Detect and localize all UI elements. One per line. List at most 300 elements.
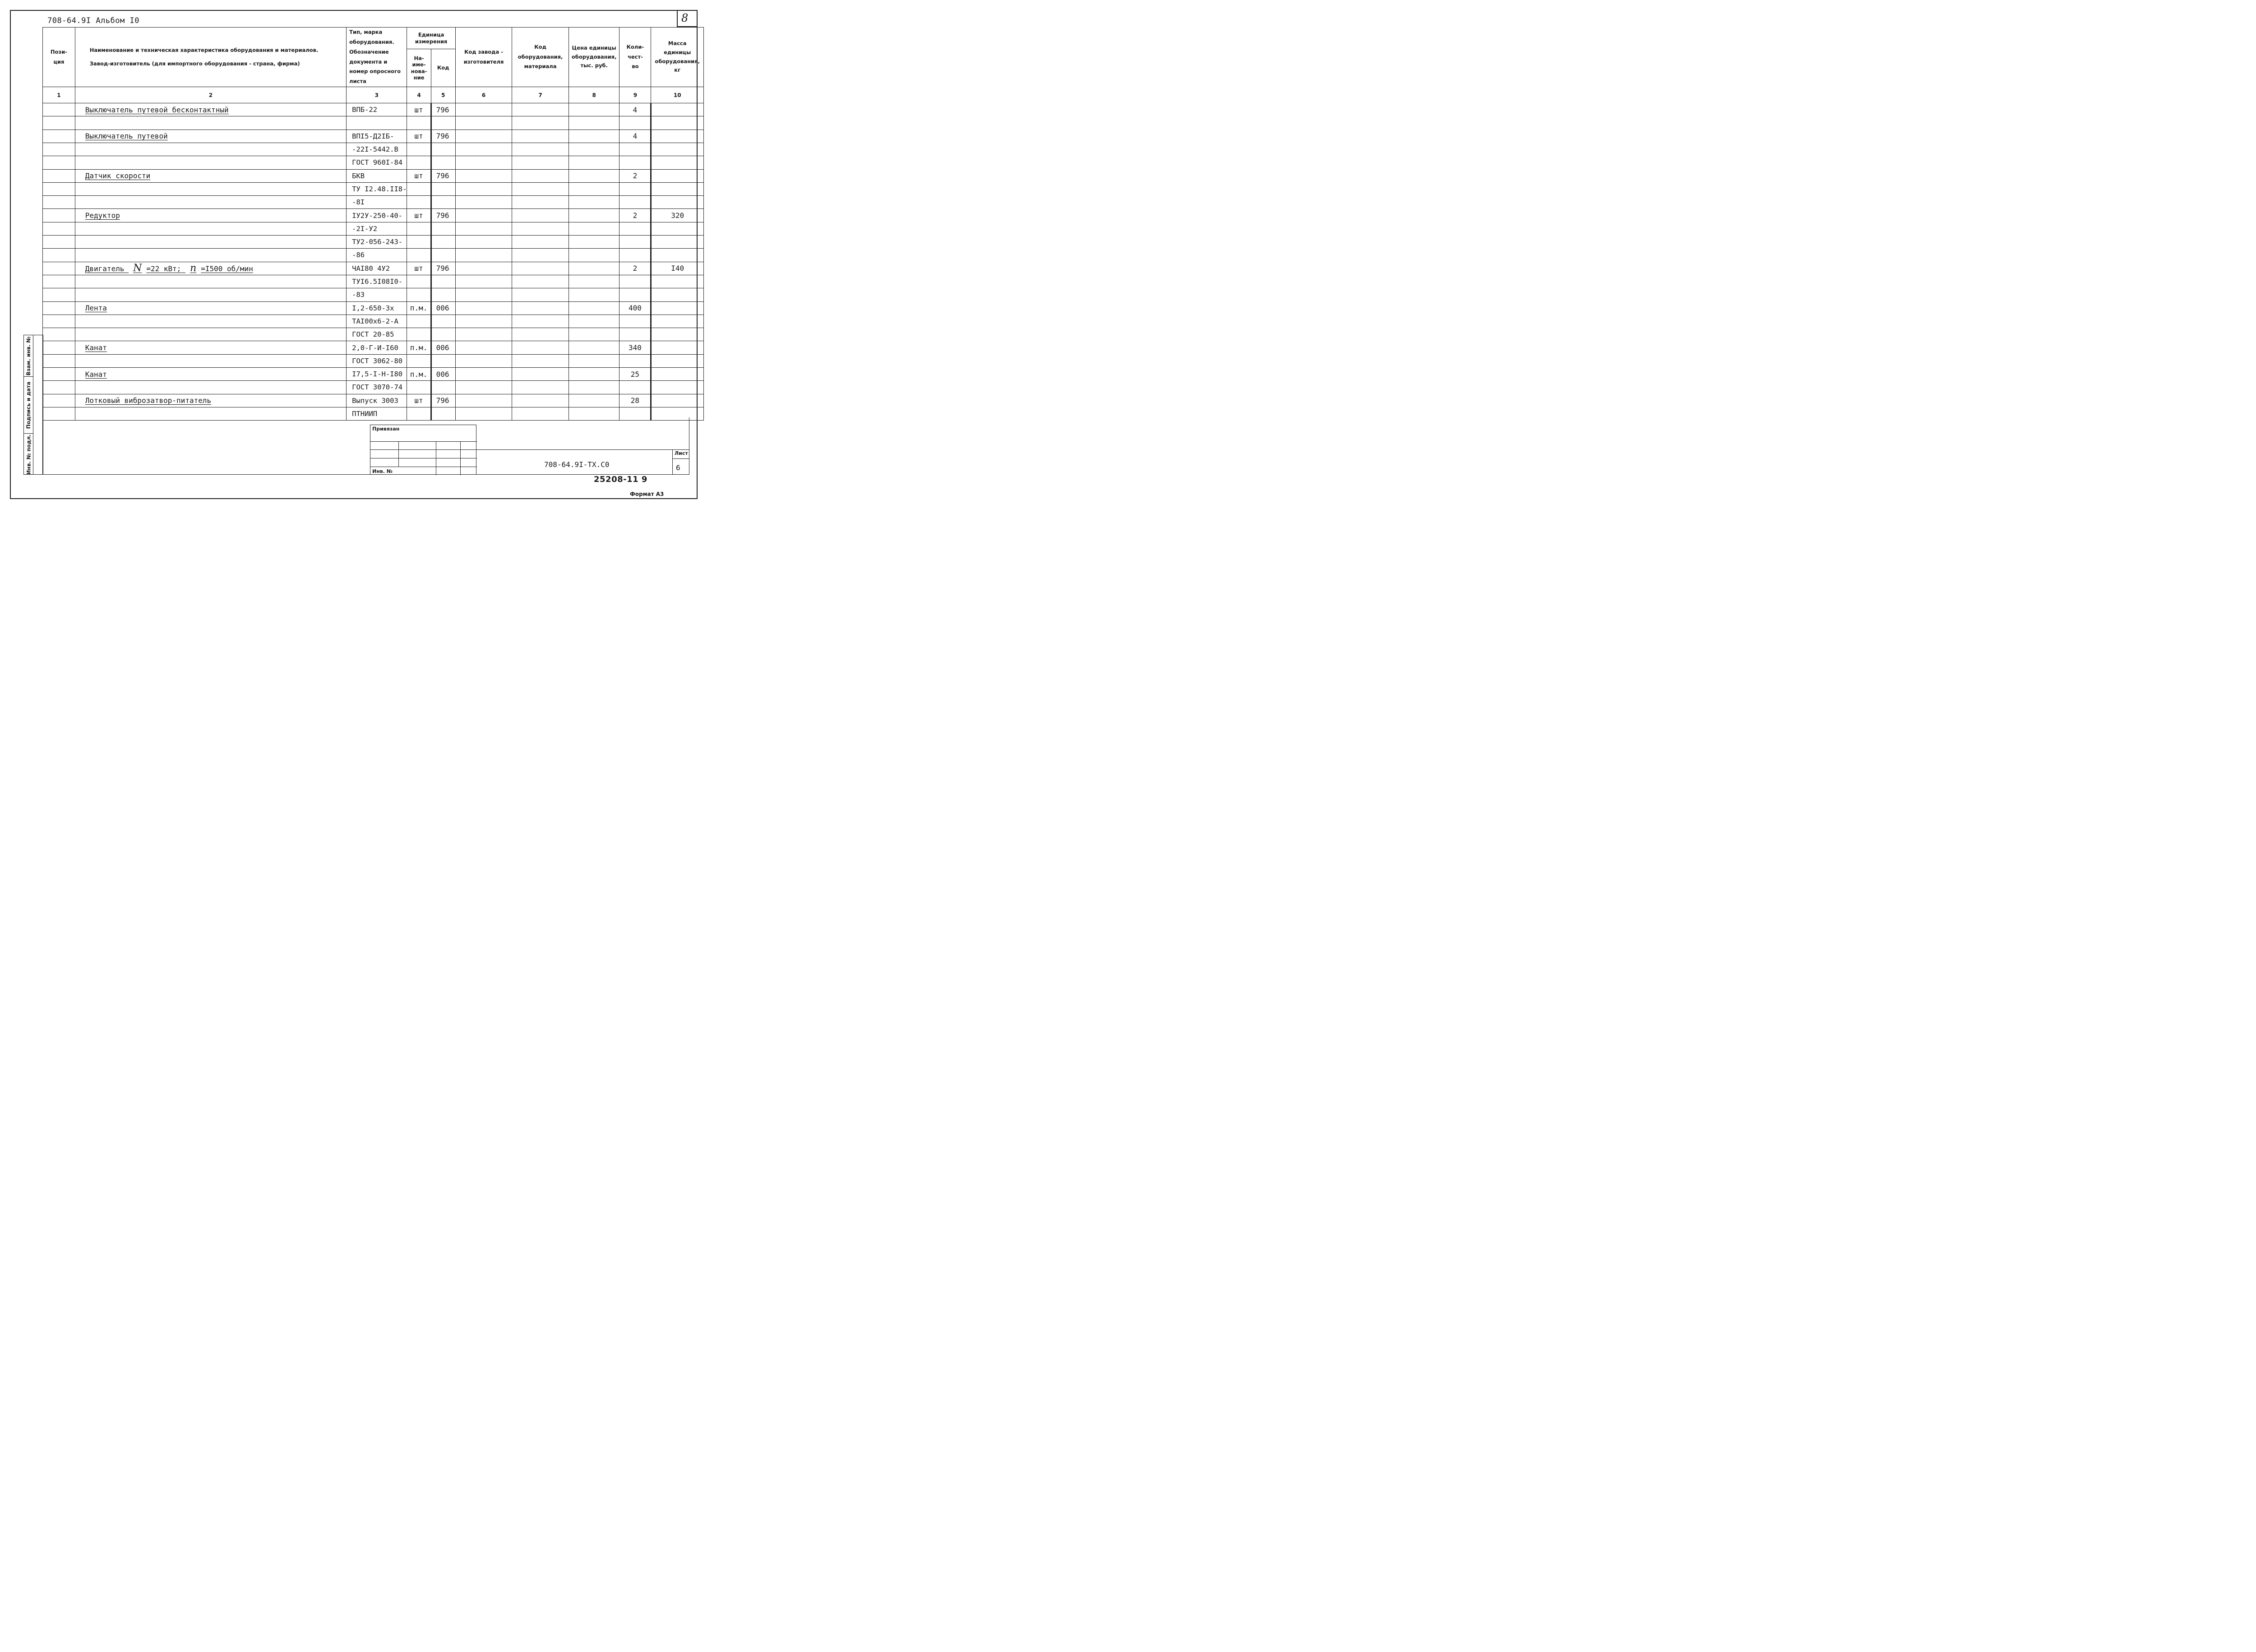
table-row [43,288,704,301]
cell-type: Выпуск 3003 [347,394,407,407]
cell-factory-code [455,196,512,209]
cell-mass [651,288,704,301]
cell-unit-name [407,288,431,301]
cell-price [569,275,619,288]
cell-equipment-code [512,288,569,301]
cell-equipment-code [512,182,569,195]
col-header-unit: Единица измерения [407,28,455,49]
cell-name [75,236,346,249]
cell-quantity [619,196,651,209]
cell-name: Выключатель путевой [75,130,346,143]
cell-unit-code: 796 [431,262,455,275]
cell-quantity [619,182,651,195]
cell-unit-name [407,236,431,249]
table-row [43,368,704,381]
cell-name [75,381,346,394]
cell-price [569,262,619,275]
cell-position [43,236,75,249]
cell-type: ГОСТ 20-85 [347,328,407,341]
cell-unit-code [431,354,455,367]
cell-type: I7,5-I-Н-I80 [347,368,407,381]
stamp-line [370,441,477,442]
cell-quantity [619,275,651,288]
cell-equipment-code [512,103,569,116]
col-header-equipment-code: Код оборудования, материала [512,28,569,87]
cell-quantity: 25 [619,368,651,381]
cell-position [43,381,75,394]
cell-price [569,169,619,182]
cell-price [569,196,619,209]
cell-quantity: 400 [619,301,651,315]
cell-type: I,2-650-3х [347,301,407,315]
cell-factory-code [455,182,512,195]
cell-equipment-code [512,209,569,222]
col-header-price: Цена единицы оборудования, тыс. руб. [569,28,619,87]
cell-name: Датчик скорости [75,169,346,182]
table-row [43,182,704,195]
cell-price [569,288,619,301]
cell-price [569,249,619,262]
table-row [43,196,704,209]
cell-equipment-code [512,169,569,182]
cell-mass [651,236,704,249]
table-row [43,116,704,130]
cell-unit-code [431,328,455,341]
sheet-label: Лист [675,450,688,456]
cell-equipment-code [512,262,569,275]
cell-quantity: 340 [619,341,651,354]
cell-equipment-code [512,116,569,130]
cell-unit-name: шт [407,169,431,182]
cell-mass [651,249,704,262]
cell-unit-name: п.м. [407,301,431,315]
sidebar-inv-label: Инв. № подл. [25,434,32,475]
cell-mass [651,301,704,315]
cell-factory-code [455,354,512,367]
table-row [43,249,704,262]
cell-quantity [619,288,651,301]
document-code: 708-64.9I-ТХ.С0 [544,460,610,469]
cell-type: -86 [347,249,407,262]
cell-name [75,288,346,301]
table-row [43,262,704,275]
cell-quantity [619,156,651,169]
cell-unit-code: 006 [431,301,455,315]
cell-mass [651,103,704,116]
cell-equipment-code [512,368,569,381]
cell-price [569,156,619,169]
cell-unit-code: 796 [431,130,455,143]
cell-unit-code: 796 [431,103,455,116]
column-number: 9 [619,87,651,103]
table-row [43,236,704,249]
cell-quantity [619,328,651,341]
cell-unit-code [431,249,455,262]
cell-position [43,341,75,354]
cell-factory-code [455,156,512,169]
cell-mass [651,354,704,367]
cell-unit-name [407,116,431,130]
cell-position [43,130,75,143]
table-row [43,394,704,407]
cell-quantity: 4 [619,103,651,116]
cell-equipment-code [512,236,569,249]
cell-position [43,301,75,315]
cell-type: ВПБ-22 [347,103,407,116]
cell-name: Редуктор [75,209,346,222]
cell-name [75,143,346,156]
speed-value: =I500 об/мин [201,264,253,273]
cell-unit-code: 796 [431,394,455,407]
col-header-name [75,28,346,87]
cell-type: ТУI6.5I08I0- [347,275,407,288]
cell-name [75,196,346,209]
cell-factory-code [455,394,512,407]
cell-quantity [619,236,651,249]
cell-unit-name: шт [407,262,431,275]
cell-mass [651,368,704,381]
column-number: 7 [512,87,569,103]
power-symbol: N [133,263,142,274]
cell-equipment-code [512,275,569,288]
sidebar-cell-vzam [24,335,33,377]
col-header-quantity: Коли- чест- во [619,28,651,87]
cell-mass [651,341,704,354]
cell-unit-name [407,315,431,328]
cell-price [569,368,619,381]
stamp-inv-no: Инв. № [372,468,393,474]
cell-name [75,116,346,130]
cell-unit-name [407,275,431,288]
cell-price [569,301,619,315]
cell-quantity [619,222,651,235]
table-row [43,381,704,394]
binding-stamp [370,425,476,475]
cell-type: ПТНИИП [347,407,407,420]
cell-equipment-code [512,143,569,156]
cell-name [75,156,346,169]
cell-mass [651,328,704,341]
cell-quantity: 28 [619,394,651,407]
cell-quantity [619,116,651,130]
cell-type: ЧАI80 4У2 [347,262,407,275]
cell-name: Лотковый виброзатвор-питатель [75,394,346,407]
col-header-position: Пози- ция [43,28,75,87]
sidebar-vzam-label: Взам. инв. № [25,336,32,375]
specification-table [42,27,704,421]
column-number: 8 [569,87,619,103]
col-header-type: Тип, марка оборудования. Обозначение документа и номер опросного листа [347,28,407,87]
cell-equipment-code [512,222,569,235]
cell-name [75,354,346,367]
cell-position [43,394,75,407]
cell-position [43,116,75,130]
cell-unit-name [407,354,431,367]
cell-type: IУ2У-250-40- [347,209,407,222]
cell-position [43,368,75,381]
cell-price [569,222,619,235]
cell-position [43,209,75,222]
cell-type: -2I-У2 [347,222,407,235]
cell-type: ТУ I2.48.II8- [347,182,407,195]
cell-price [569,130,619,143]
cell-mass: I40 [651,262,704,275]
cell-unit-name: шт [407,103,431,116]
table-row [43,130,704,143]
table-row [43,341,704,354]
cell-name [75,315,346,328]
sheet-number: 6 [676,463,680,472]
column-number: 2 [75,87,346,103]
cell-unit-code: 006 [431,368,455,381]
cell-price [569,381,619,394]
table-row [43,143,704,156]
cell-mass [651,116,704,130]
cell-equipment-code [512,130,569,143]
col-header-name-line2: Завод-изготовитель (для импортного оборудования - страна, фирма) [89,60,300,67]
cell-factory-code [455,236,512,249]
cell-unit-code [431,196,455,209]
cell-position [43,143,75,156]
column-number: 1 [43,87,75,103]
cell-unit-name [407,143,431,156]
cell-quantity: 2 [619,209,651,222]
cell-type: ВПI5-Д2IБ- [347,130,407,143]
page-number: 8 [681,12,689,24]
cell-quantity [619,143,651,156]
power-value: =22 кВт; [146,264,181,273]
col-header-name-line1: Наименование и техническая характеристика оборудования и материалов. [89,46,319,53]
cell-position [43,103,75,116]
cell-unit-code [431,288,455,301]
col-header-unit-code: Код [431,49,455,87]
column-number: 3 [347,87,407,103]
cell-quantity [619,381,651,394]
cell-unit-code: 796 [431,209,455,222]
stamp-privyazan: Привязан [372,426,400,432]
cell-unit-name: шт [407,394,431,407]
cell-unit-code [431,182,455,195]
cell-unit-code [431,222,455,235]
cell-factory-code [455,249,512,262]
cell-position [43,182,75,195]
col-header-unit-name: На- име- нова- ние [407,49,431,87]
cell-position [43,156,75,169]
cell-unit-name: п.м. [407,341,431,354]
motor-name: Двигатель [85,264,125,273]
cell-price [569,354,619,367]
cell-factory-code [455,301,512,315]
cell-equipment-code [512,196,569,209]
cell-price [569,182,619,195]
cell-type: ГОСТ 3070-74 [347,381,407,394]
cell-equipment-code [512,249,569,262]
cell-price [569,394,619,407]
cell-mass [651,315,704,328]
sidebar-cell-podpis [24,377,33,434]
cell-equipment-code [512,394,569,407]
sidebar-cell-inv [24,434,33,475]
cell-price [569,328,619,341]
cell-equipment-code [512,315,569,328]
table-row [43,209,704,222]
cell-factory-code [455,130,512,143]
cell-unit-code: 796 [431,169,455,182]
cell-factory-code [455,381,512,394]
cell-factory-code [455,341,512,354]
cell-factory-code [455,116,512,130]
cell-mass [651,143,704,156]
cell-name [75,182,346,195]
cell-quantity [619,315,651,328]
cell-equipment-code [512,301,569,315]
cell-unit-name: шт [407,209,431,222]
cell-equipment-code [512,156,569,169]
cell-equipment-code [512,354,569,367]
title-block-line [476,449,689,450]
cell-type: ТАI00х6-2-А [347,315,407,328]
cell-mass [651,381,704,394]
cell-position [43,328,75,341]
cell-unit-name: шт [407,130,431,143]
cell-type: БКВ [347,169,407,182]
cell-factory-code [455,209,512,222]
cell-unit-code [431,315,455,328]
cell-mass: 320 [651,209,704,222]
cell-equipment-code [512,341,569,354]
stamp-line [398,441,399,467]
cell-factory-code [455,315,512,328]
cell-factory-code [455,103,512,116]
cell-type: -8I [347,196,407,209]
column-number: 10 [651,87,704,103]
cell-price [569,341,619,354]
cell-unit-code [431,116,455,130]
cell-factory-code [455,222,512,235]
cell-position [43,196,75,209]
archive-number: 25208-11 9 [594,475,647,484]
cell-factory-code [455,328,512,341]
table-row [43,103,704,116]
cell-name [75,328,346,341]
cell-name: Канат [75,341,346,354]
cell-mass [651,394,704,407]
table-row [43,301,704,315]
cell-unit-code [431,381,455,394]
cell-price [569,236,619,249]
cell-name [75,249,346,262]
cell-type: ТУ2-056-243- [347,236,407,249]
cell-name: Выключатель путевой бесконтактный [75,103,346,116]
table-row [43,328,704,341]
table-row [43,354,704,367]
cell-unit-name [407,156,431,169]
cell-mass [651,196,704,209]
cell-position [43,249,75,262]
cell-quantity: 2 [619,262,651,275]
cell-type: -22I-5442.В [347,143,407,156]
cell-unit-code [431,236,455,249]
cell-price [569,143,619,156]
cell-type: 2,0-Г-И-I60 [347,341,407,354]
cell-unit-name [407,381,431,394]
cell-quantity: 2 [619,169,651,182]
cell-unit-name [407,328,431,341]
cell-factory-code [455,368,512,381]
stamp-line [460,441,461,475]
cell-price [569,103,619,116]
sidebar-stamp [23,335,43,475]
table-row [43,315,704,328]
cell-quantity [619,249,651,262]
cell-mass [651,169,704,182]
cell-position [43,288,75,301]
cell-type [347,116,407,130]
cell-price [569,116,619,130]
cell-unit-code [431,275,455,288]
cell-name: Канат [75,368,346,381]
cell-type: ГОСТ 3062-80 [347,354,407,367]
cell-factory-code [455,262,512,275]
cell-factory-code [455,169,512,182]
cell-unit-code: 006 [431,341,455,354]
stamp-line [370,449,477,450]
cell-equipment-code [512,328,569,341]
column-number: 4 [407,87,431,103]
cell-mass [651,130,704,143]
column-number: 5 [431,87,455,103]
cell-unit-name [407,196,431,209]
cell-mass [651,156,704,169]
cell-unit-name [407,182,431,195]
cell-position [43,262,75,275]
cell-unit-code [431,143,455,156]
cell-name: Лента [75,301,346,315]
document-header: 708-64.9I Альбом I0 [47,16,139,25]
cell-mass [651,275,704,288]
col-header-mass: Масса единицы оборудования, кг [651,28,704,87]
col-header-factory-code: Код завода - изготовителя [455,28,512,87]
format-label: Формат А3 [630,491,664,497]
cell-position [43,169,75,182]
table-row [43,222,704,235]
cell-type: ГОСТ 960I-84 [347,156,407,169]
cell-quantity: 4 [619,130,651,143]
cell-price [569,315,619,328]
cell-factory-code [455,275,512,288]
cell-quantity [619,354,651,367]
cell-unit-name: п.м. [407,368,431,381]
cell-position [43,275,75,288]
cell-name [75,275,346,288]
cell-factory-code [455,143,512,156]
cell-price [569,209,619,222]
cell-type: -83 [347,288,407,301]
column-number: 6 [455,87,512,103]
column-number-row [43,87,704,103]
table-row [43,156,704,169]
cell-name [75,262,346,275]
cell-name [75,222,346,235]
cell-position [43,315,75,328]
sheet-box-line [672,458,689,459]
speed-symbol: n [190,263,197,274]
cell-factory-code [455,288,512,301]
cell-mass [651,222,704,235]
table-row [43,169,704,182]
sidebar-podpis-label: Подпись и дата [25,381,32,429]
cell-unit-code [431,156,455,169]
